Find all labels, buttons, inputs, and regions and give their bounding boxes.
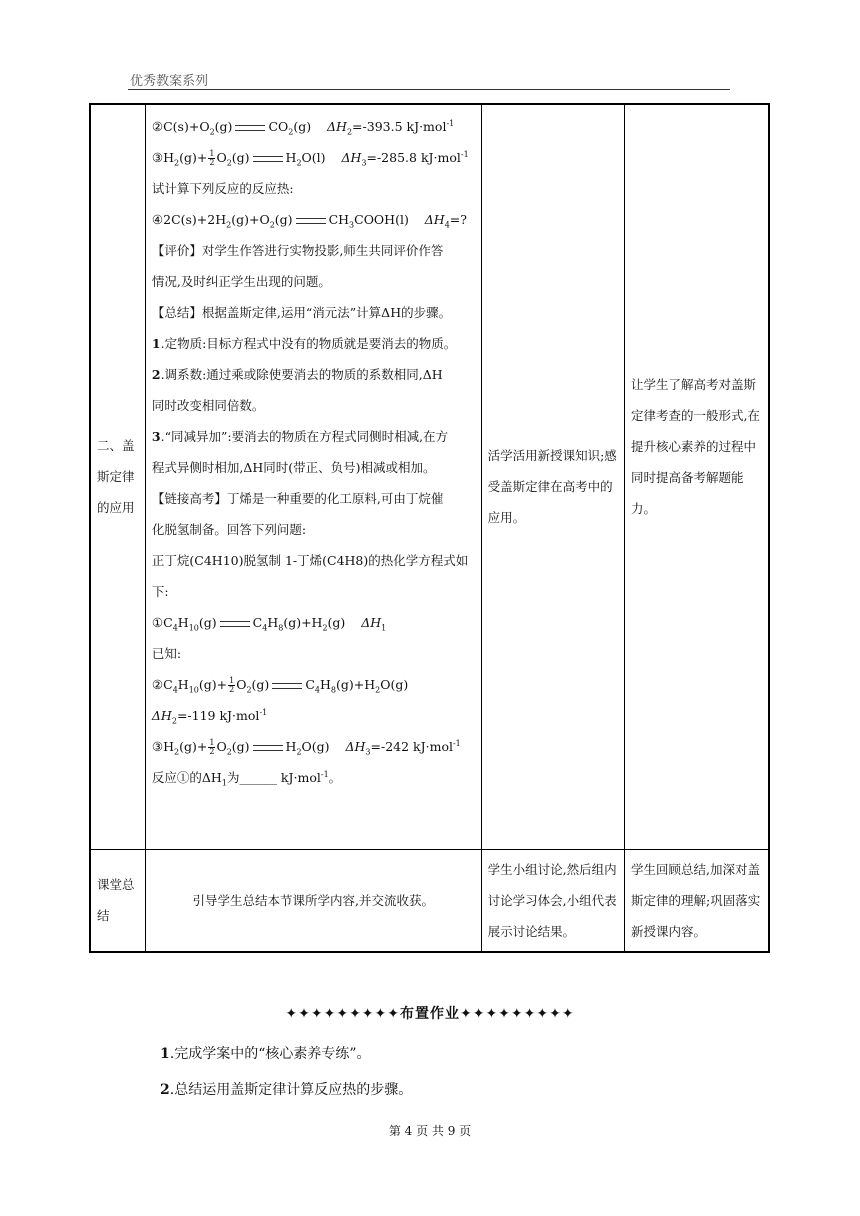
exam-link-text: 【链接高考】丁烯是一种重要的化工原料,可由丁烷催: [151, 491, 444, 506]
evaluation-text: 【评价】对学生作答进行实物投影,师生共同评价作答: [151, 243, 444, 258]
student-activity-text: 活学活用新授课知识;感受盖斯定律在高考中的应用。: [487, 448, 617, 526]
exam-link-text-3: 正丁烷(C4H10)脱氢制 1-丁烯(C4H8)的热化学方程式如: [151, 553, 469, 568]
answer-line: 反应①的$\Delta H_1$为______ kJ·mol$^{-1}$。: [151, 769, 342, 788]
butane-equation-1: $①C_4H_{10}(g)$ $C_4H_8(g)+H_2(g)$ $\Delta H_1$: [151, 615, 387, 633]
student-activity-cell: [481, 104, 624, 849]
stage-cell: [90, 104, 145, 849]
summary-content: 引导学生总结本节课所学内容,并交流收获。: [192, 892, 434, 908]
stage-label: 课堂总结: [97, 877, 135, 924]
evaluation-text-2: 情况,及时纠正学生出现的问题。: [151, 274, 331, 289]
table-row: [90, 104, 769, 849]
design-intent-cell: [624, 849, 769, 952]
page-number: 第 4 页 共 9 页: [388, 1124, 472, 1138]
header-title: 优秀教案系列: [130, 74, 209, 89]
student-activity-text: 学生小组讨论,然后组内讨论学习体会,小组代表展示讨论结果。: [487, 861, 617, 939]
design-intent-cell: [624, 104, 769, 849]
homework-item-2: 2.总结运用盖斯定律计算反应热的步骤。: [160, 1082, 413, 1098]
enthalpy-2: $\Delta H_2=-119$ kJ·mol$^{-1}$: [151, 707, 268, 726]
table-row: [90, 849, 769, 952]
butane-equation-3: $③H_2(g)+$ $\frac{1}{2}$ $O_2(g)$ $H_2O(g)$ $\Delta H_3=-242$ kJ·mol$^{-1}$: [151, 738, 461, 757]
step-2-cont: 同时改变相同倍数。: [151, 398, 265, 413]
lesson-table: [89, 103, 770, 953]
equation-2: $②C(s)+O_2(g)$ $CO_2(g)$ $\Delta H_2=-393.5$ kJ·mol$^{-1}$: [151, 118, 455, 137]
design-intent-text: 让学生了解高考对盖斯定律考查的一般形式,在提升核心素养的过程中同时提高备考解题能力。: [630, 377, 760, 517]
content-cell: [145, 849, 481, 952]
design-intent-text: 学生回顾总结,加深对盖斯定律的理解;巩固落实新授课内容。: [630, 861, 761, 939]
content-cell: [145, 104, 481, 849]
equation-4: $④2C(s)+2H_2(g)+O_2(g)$ $CH_3COOH(l)$ $\Delta H_4=$?: [151, 212, 467, 230]
summary-text: 【总结】根据盖斯定律,运用“消元法”计算ΔH的步骤。: [151, 305, 452, 320]
step-2: 2.调系数:通过乘或除使要消去的物质的系数相同,ΔH: [151, 367, 443, 382]
step-1: 1.定物质:目标方程式中没有的物质就是要消去的物质。: [151, 336, 457, 351]
exam-link-text-2: 化脱氢制备。回答下列问题:: [151, 522, 307, 537]
equation-3: $③H_2(g)+$ $\frac{1}{2}$ $O_2(g)$ $H_2O(l)$ $\Delta H_3=-285.8$ kJ·mol$^{-1}$: [151, 149, 469, 168]
butane-equation-2: $②C_4H_{10}(g)+$ $\frac{1}{2}$ $O_2(g)$ $C_4H_8(g)+H_2O(g)$: [151, 676, 409, 695]
student-activity-cell: [481, 849, 624, 952]
homework-item-1: 1.完成学案中的“核心素养专练”。: [160, 1046, 371, 1062]
known-label: 已知:: [151, 646, 182, 661]
stage-label: 二、盖斯定律的应用: [97, 438, 135, 516]
step-3: 3.“同减异加”:要消去的物质在方程式同侧时相减,在方: [151, 429, 449, 444]
exam-link-text-4: 下:: [151, 584, 169, 599]
header-divider: [128, 89, 730, 90]
stage-cell: [90, 849, 145, 952]
instruction-text: 试计算下列反应的反应热:: [151, 181, 294, 196]
homework-title: ✦✦✦✦✦✦✦✦✦布置作业✦✦✦✦✦✦✦✦✦: [285, 1006, 575, 1022]
step-3-cont: 程式异侧时相加,ΔH同时(带正、负号)相减或相加。: [151, 460, 436, 475]
